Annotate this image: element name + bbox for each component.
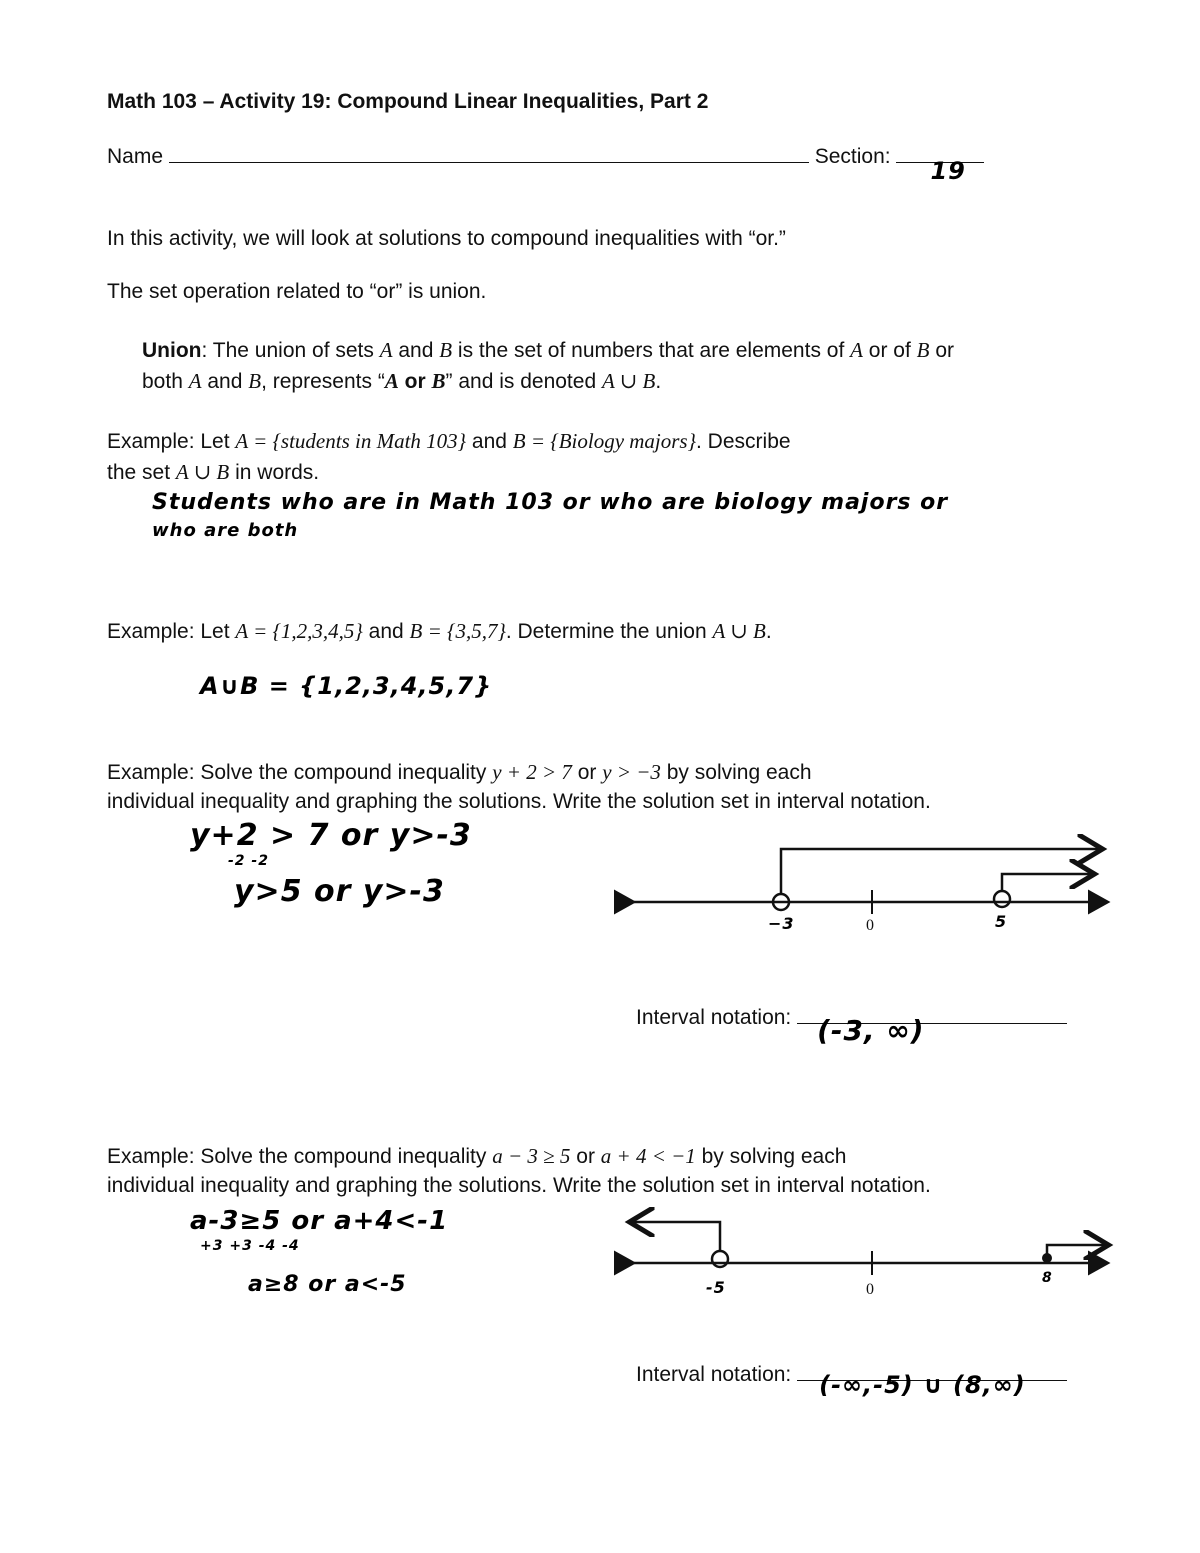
ex-text: Example: Solve the compound inequality bbox=[107, 1145, 493, 1168]
ex-text: . bbox=[765, 620, 772, 643]
def-text: is the set of numbers that are elements of bbox=[452, 339, 851, 362]
var-a: A bbox=[188, 369, 202, 393]
interval-answer-1: (-3, ∞) bbox=[817, 1014, 925, 1047]
number-line-2 bbox=[632, 1222, 1108, 1275]
example1-answer-line-2: who are both bbox=[152, 520, 299, 541]
nl2-label-right: 8 bbox=[1042, 1270, 1053, 1286]
example3-line-2: individual inequality and graphing the solutions. Write the solution set in interval notation. bbox=[107, 790, 931, 813]
var-b: B bbox=[916, 338, 930, 362]
def-text: both bbox=[142, 370, 189, 393]
example3-work-sub: -2 -2 bbox=[228, 853, 269, 869]
inequality-1: y + 2 > 7 bbox=[492, 760, 572, 784]
union-expr: A ∪ B bbox=[175, 460, 230, 484]
def-text: : The union of sets bbox=[201, 339, 380, 362]
nl2-label-zero: 0 bbox=[866, 1281, 874, 1298]
def-text: . bbox=[655, 370, 662, 393]
def-text: or of bbox=[862, 339, 917, 362]
number-line-1 bbox=[634, 849, 1108, 914]
interval-label: Interval notation: bbox=[636, 1006, 792, 1029]
example4-work-sub: +3 +3 -4 -4 bbox=[200, 1238, 300, 1254]
or-bold: or bbox=[398, 370, 432, 393]
page-title: Math 103 – Activity 19: Compound Linear Inequalities, Part 2 bbox=[107, 90, 709, 113]
interval-label: Interval notation: bbox=[636, 1363, 792, 1386]
var-b: B bbox=[431, 369, 446, 393]
example4-work-line-1: a-3≥5 or a+4<-1 bbox=[190, 1206, 449, 1236]
interval-notation-2 bbox=[636, 1361, 1067, 1399]
interval-notation-1 bbox=[636, 1004, 1067, 1047]
def-text: and bbox=[392, 339, 440, 362]
ex-text: Example: Let bbox=[107, 620, 236, 643]
nl1-label-left: −3 bbox=[768, 914, 795, 933]
interval-blank-2[interactable] bbox=[797, 1371, 1067, 1399]
ex-text: . Describe bbox=[696, 430, 791, 453]
intro-line-2: The set operation related to “or” is union. bbox=[107, 280, 487, 303]
set-b: B = {Biology majors} bbox=[512, 429, 697, 453]
var-a: A bbox=[850, 338, 863, 362]
open-circle-5 bbox=[994, 891, 1010, 907]
ex-text: or bbox=[571, 761, 603, 784]
nl1-label-right: 5 bbox=[995, 912, 1008, 931]
var-a: A bbox=[384, 369, 399, 393]
name-label: Name bbox=[107, 145, 164, 168]
set-a: A = {1,2,3,4,5} bbox=[235, 619, 363, 643]
interval-answer-2: (-∞,-5) ∪ (8,∞) bbox=[819, 1371, 1026, 1399]
ex-text: the set bbox=[107, 461, 176, 484]
solution-ray-a-lt-minus-5 bbox=[632, 1222, 720, 1251]
ex-text: . Determine the union bbox=[505, 620, 713, 643]
nl2-label-left: -5 bbox=[706, 1278, 726, 1297]
section-label: Section: bbox=[814, 145, 891, 168]
set-b: B = {3,5,7} bbox=[409, 619, 506, 643]
inequality-1: a − 3 ≥ 5 bbox=[492, 1144, 571, 1168]
nl1-label-zero: 0 bbox=[866, 917, 874, 934]
example3-work-line-1: y+2 > 7 or y>-3 bbox=[190, 818, 472, 853]
ex-text: by solving each bbox=[660, 761, 812, 784]
solution-ray-a-ge-8 bbox=[1047, 1245, 1106, 1258]
var-b: B bbox=[439, 338, 453, 362]
set-a: A = {students in Math 103} bbox=[235, 429, 467, 453]
union-expr: A ∪ B bbox=[601, 369, 656, 393]
def-text: and bbox=[201, 370, 249, 393]
example4-line-1 bbox=[107, 1143, 846, 1170]
def-text: ” and is denoted bbox=[445, 370, 602, 393]
def-text: or bbox=[929, 339, 955, 362]
open-circle-minus-5 bbox=[712, 1251, 728, 1267]
intro-line-1: In this activity, we will look at solutions to compound inequalities with “or.” bbox=[107, 227, 786, 250]
ex-text: Example: Let bbox=[107, 430, 236, 453]
example3-work-line-2: y>5 or y>-3 bbox=[234, 874, 445, 909]
inequality-2: a + 4 < −1 bbox=[600, 1144, 696, 1168]
ex-text: or bbox=[570, 1145, 601, 1168]
var-b: B bbox=[248, 369, 262, 393]
ex-text: by solving each bbox=[695, 1145, 847, 1168]
section-value: 19 bbox=[930, 157, 966, 185]
ex-text: and bbox=[466, 430, 513, 453]
union-term: Union bbox=[142, 339, 202, 362]
interval-blank-1[interactable] bbox=[797, 1014, 1067, 1047]
solution-ray-y-gt-minus-3 bbox=[781, 849, 1100, 894]
example4-work-line-2: a≥8 or a<-5 bbox=[248, 1272, 407, 1297]
var-a: A bbox=[379, 338, 393, 362]
inequality-2: y > −3 bbox=[602, 760, 661, 784]
solution-ray-y-gt-5 bbox=[1002, 874, 1092, 891]
union-expr: A ∪ B bbox=[712, 619, 766, 643]
example2-answer: A∪B = {1,2,3,4,5,7} bbox=[200, 672, 493, 700]
example1-answer-line-1: Students who are in Math 103 or who are biology majors or bbox=[152, 490, 949, 515]
example4-line-2: individual inequality and graphing the solutions. Write the solution set in interval notation. bbox=[107, 1174, 931, 1197]
ex-text: Example: Solve the compound inequality bbox=[107, 761, 493, 784]
ex-text: in words. bbox=[229, 461, 320, 484]
def-text: , represents “ bbox=[261, 370, 385, 393]
ex-text: and bbox=[362, 620, 410, 643]
